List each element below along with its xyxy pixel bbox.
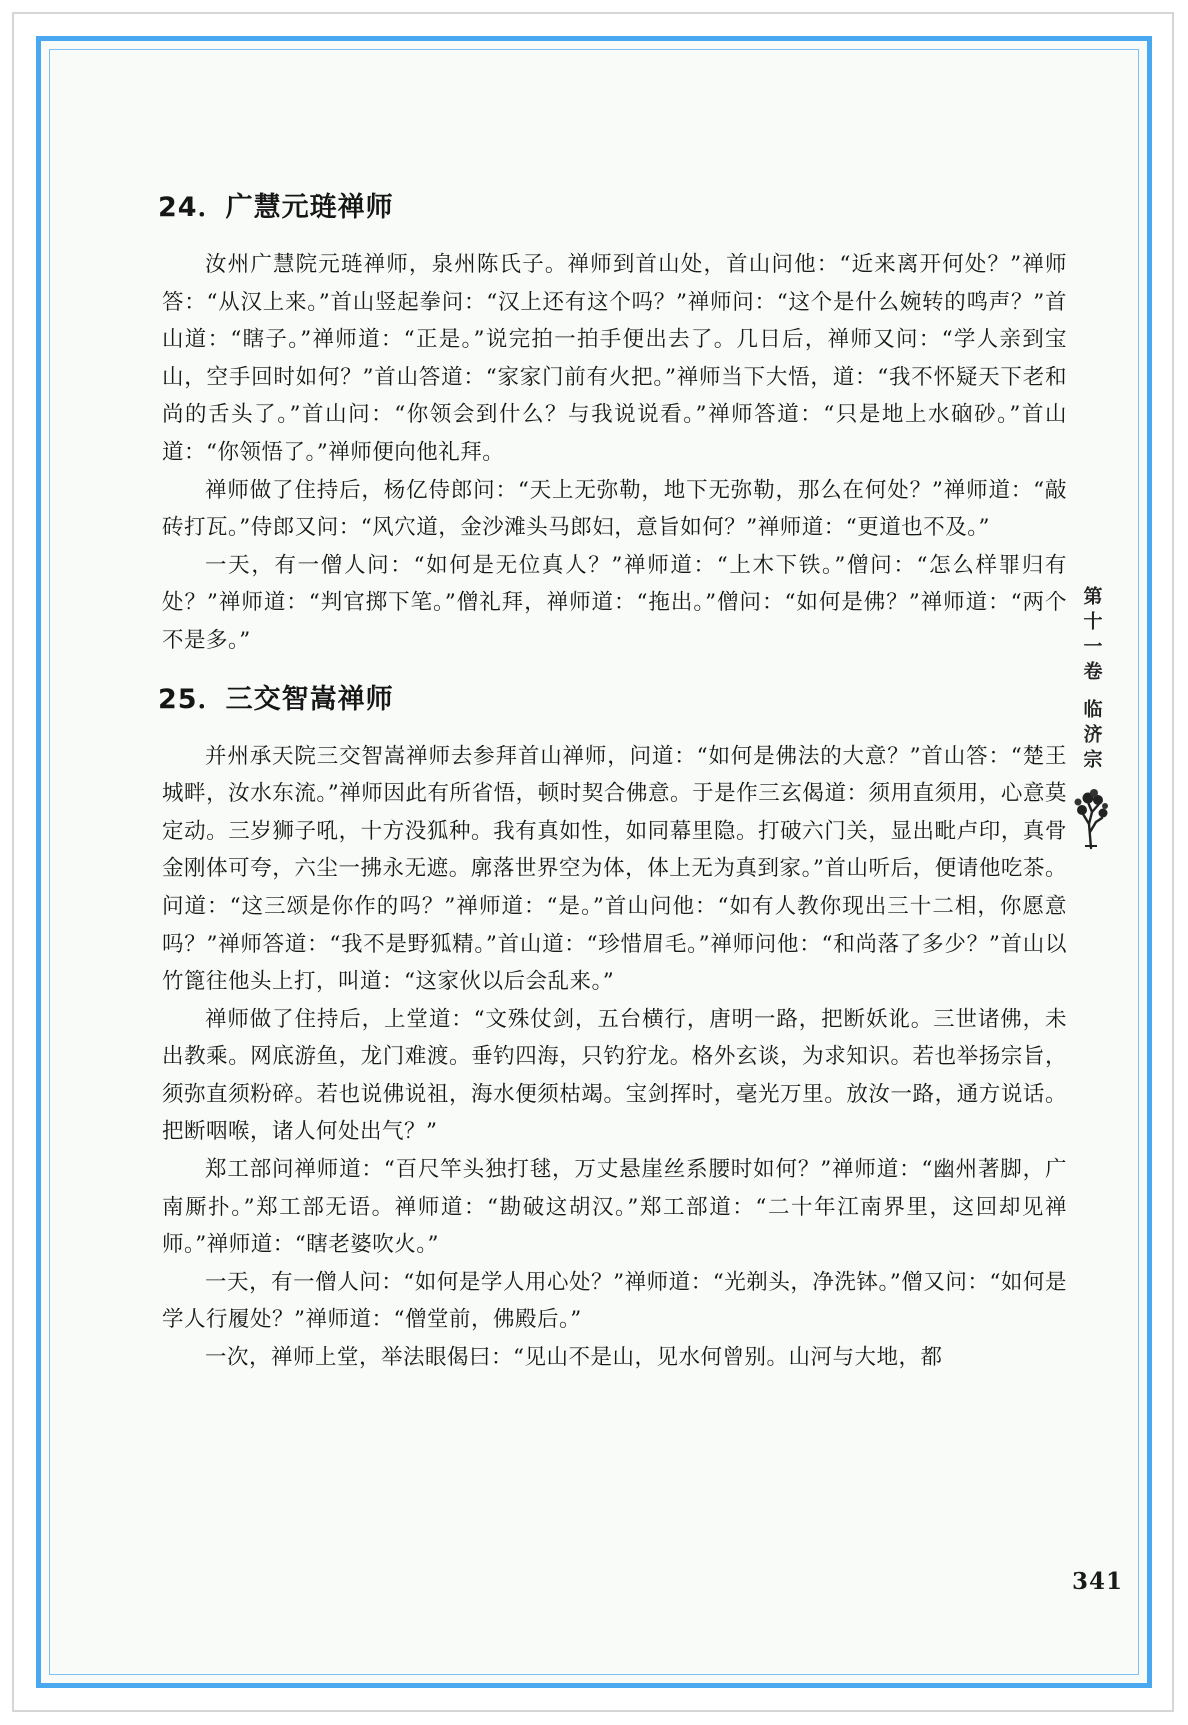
- paragraph: 并州承天院三交智嵩禅师去参拜首山禅师，问道：“如何是佛法的大意？”首山答：“楚王城畔，汝水东流。”禅师因此有所省悟，顿时契合佛意。于是作三玄偈道：须用直须用，心意莫定动。三岁狮子吼，十方没狐种。我有真如性，如同幕里隐。打破六门关，显出毗卢印，真骨金刚体可夸，六尘一拂永无遮。廓落世界空为体，体上无为真到家。”首山听后，便请他吃茶。问道：“这三颂是你作的吗？”禅师道：“是。”首山问他：“如有人教你现出三十二相，你愿意吗？”禅师答道：“我不是野狐精。”首山道：“珍惜眉毛。”禅师问他：“和尚落了多少？”首山以竹篦往他头上打，叫道：“这家伙以后会乱来。”: [162, 743, 1067, 995]
- paragraph: 禅师做了住持后，上堂道：“文殊仗剑，五台横行，唐明一路，把断妖讹。三世诸佛，未出教乘。网底游鱼，龙门难渡。垂钓四海，只钓狞龙。格外玄谈，为求知识。若也举扬宗旨，须弥直须粉碎。若也说佛说祖，海水便须枯竭。宝剑挥时，毫光万里。放汝一路，通方说话。把断咽喉，诸人何处出气？”: [162, 1006, 1067, 1145]
- paragraph: 一天，有一僧人问：“如何是学人用心处？”禅师道：“光剃头，净洗钵。”僧又问：“如何是学人行履处？”禅师道：“僧堂前，佛殿后。”: [162, 1269, 1067, 1333]
- paragraph: 一天，有一僧人问：“如何是无位真人？”禅师道：“上木下铁。”僧问：“怎么样罪归有处？”禅师道：“判官掷下笔。”僧礼拜，禅师道：“拖出。”僧问：“如何是佛？”禅师道：“两个不是多。”: [162, 552, 1067, 653]
- paragraph: 一次，禅师上堂，举法眼偈曰：“见山不是山，见水何曾别。山河与大地，都: [205, 1345, 943, 1371]
- section-title-24: 24．广慧元琏禅师: [158, 192, 394, 223]
- page-number: 341: [1072, 1568, 1124, 1595]
- paragraph: 禅师做了住持后，杨亿侍郎问：“天上无弥勒，地下无弥勒，那么在何处？”禅师道：“敲砖打瓦。”侍郎又问：“风穴道，金沙滩头马郎妇，意旨如何？”禅师道：“更道也不及。”: [162, 477, 1067, 541]
- page-content: [158, 188, 1067, 1377]
- chapter-sidebar: [1069, 586, 1113, 850]
- tree-icon: [1069, 784, 1113, 850]
- book-page: [54, 54, 1134, 1670]
- paragraph: 汝州广慧院元琏禅师，泉州陈氏子。禅师到首山处，首山问他：“近来离开何处？”禅师答：“从汉上来。”首山竖起拳问：“汉上还有这个吗？”禅师问：“这个是什么婉转的鸣声？”首山道：“瞎子。”禅师道：“正是。”说完拍一拍手便出去了。几日后，禅师又问：“学人亲到宝山，空手回时如何？”首山答道：“家家门前有火把。”禅师当下大悟，道：“我不怀疑天下老和尚的舌头了。”首山问：“你领会到什么？与我说说看。”禅师答道：“只是地上水硇砂。”首山道：“你领悟了。”禅师便向他礼拜。: [162, 252, 1067, 465]
- paragraph: 郑工部问禅师道：“百尺竿头独打毬，万丈悬崖丝系腰时如何？”禅师道：“幽州著脚，广南厮扑。”郑工部无语。禅师道：“勘破这胡汉。”郑工部道：“二十年江南界里，这回却见禅师。”禅师道：“瞎老婆吹火。”: [162, 1157, 1067, 1258]
- section-title-25: 25．三交智嵩禅师: [158, 683, 394, 715]
- chapter-label: 第十一卷 临济宗: [1080, 586, 1103, 774]
